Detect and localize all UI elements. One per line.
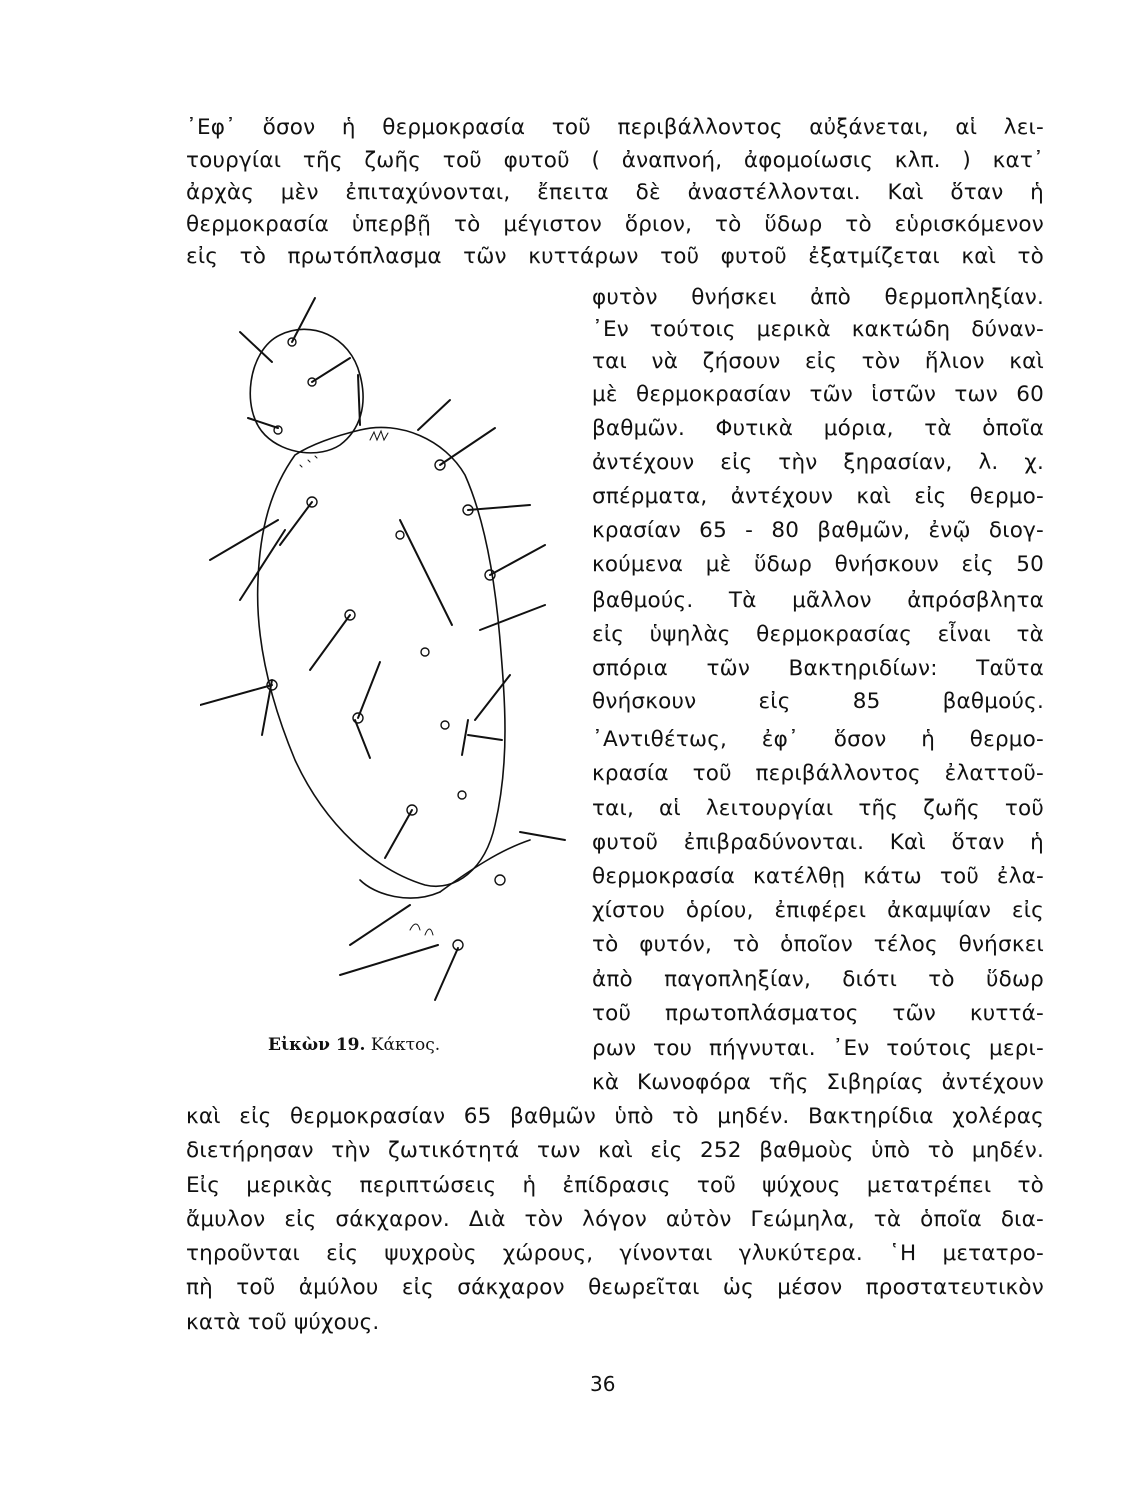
text-line: βαθμούς. Τὰ μᾶλλον ἀπρόσβλητα [592,588,1044,613]
figure-caption [268,1035,440,1055]
text-line: φυτὸν θνήσκει ἀπὸ θερμοπληξίαν. [592,285,1044,310]
text-line: βαθμῶν. Φυτικὰ μόρια, τὰ ὁποῖα [592,416,1044,441]
text-line: ᾿Εν τούτοις μερικὰ κακτώδη δύναν- [592,317,1044,342]
page-number: 36 [590,1372,616,1396]
text-line: κρασία τοῦ περιβάλλοντος ἐλαττοῦ- [592,761,1044,786]
text-line: χίστου ὁρίου, ἐπιφέρει ἀκαμψίαν εἰς [592,898,1044,923]
text-line: τηροῦνται εἰς ψυχροὺς χώρους, γίνονται γλυκύτερα. ῾Η μετατρο- [186,1241,1044,1266]
text-line: ἄμυλον εἰς σάκχαρον. Διὰ τὸν λόγον αὐτὸν Γεώμηλα, τὰ ὁποῖα δια- [186,1207,1044,1232]
text-line: εἰς τὸ πρωτόπλασμα τῶν κυττάρων τοῦ φυτοῦ ἐξατμίζεται καὶ τὸ [186,244,1044,269]
text-line: θερμοκρασία κατέλθῃ κάτω τοῦ ἐλα- [592,864,1044,889]
text-line: τοῦ πρωτοπλάσματος τῶν κυττά- [592,1001,1044,1026]
figure-caption-text: Κάκτος. [370,1035,441,1055]
text-line: Εἰς μερικὰς περιπτώσεις ἡ ἐπίδρασις τοῦ ψύχους μετατρέπει τὸ [186,1173,1044,1198]
text-line: τὸ φυτόν, τὸ ὁποῖον τέλος θνήσκει [592,932,1044,957]
text-line: κούμενα μὲ ὕδωρ θνήσκουν εἰς 50 [592,552,1044,577]
text-line: ρων του πήγνυται. ᾿Εν τούτοις μερι- [592,1036,1044,1061]
text-line: καὶ εἰς θερμοκρασίαν 65 βαθμῶν ὑπὸ τὸ μηδέν. Βακτηρίδια χολέρας [186,1104,1044,1129]
text-line: σπέρματα, ἀντέχουν καὶ εἰς θερμο- [592,484,1044,509]
text-line: μὲ θερμοκρασίαν τῶν ἱστῶν των 60 [592,382,1044,407]
text-line: ἀντέχουν εἰς τὴν ξηρασίαν, λ. χ. [592,450,1044,475]
text-line: κρασίαν 65 - 80 βαθμῶν, ἐνῷ διογ- [592,518,1044,543]
text-line: ται νὰ ζήσουν εἰς τὸν ἥλιον καὶ [592,349,1044,374]
text-line: ἀρχὰς μὲν ἐπιταχύνονται, ἔπειτα δὲ ἀναστέλλονται. Καὶ ὅταν ἡ [186,180,1044,205]
text-line: σπόρια τῶν Βακτηριδίων: Ταῦτα [592,656,1044,681]
text-line: εἰς ὑψηλὰς θερμοκρασίας εἶναι τὰ [592,622,1044,647]
text-line: κατὰ τοῦ ψύχους. [186,1310,380,1335]
text-line: φυτοῦ ἐπιβραδύνονται. Καὶ ὅταν ἡ [592,830,1044,855]
text-line: πὴ τοῦ ἀμύλου εἰς σάκχαρον θεωρεῖται ὡς μέσον προστατευτικὸν [186,1275,1044,1300]
cactus-illustration-icon [200,280,580,1020]
text-line: τουργίαι τῆς ζωῆς τοῦ φυτοῦ ( ἀναπνοή, ἀφομοίωσις κλπ. ) κατ᾿ [186,148,1044,173]
text-line: κὰ Κωνοφόρα τῆς Σιβηρίας ἀντέχουν [592,1070,1044,1095]
text-line: ται, αἱ λειτουργίαι τῆς ζωῆς τοῦ [592,796,1044,821]
text-line: ᾿Εφ᾿ ὅσον ἡ θερμοκρασία τοῦ περιβάλλοντος αὐξάνεται, αἱ λει- [186,115,1044,140]
text-line: θνήσκουν εἰς 85 βαθμούς. [592,689,1044,714]
text-line: θερμοκρασία ὑπερβῇ τὸ μέγιστον ὅριον, τὸ ὕδωρ τὸ εὑρισκόμενον [186,212,1044,237]
text-line: διετήρησαν τὴν ζωτικότητά των καὶ εἰς 252 βαθμοὺς ὑπὸ τὸ μηδέν. [186,1138,1044,1163]
figure-caption-label: Εἰκὼν 19. [268,1035,366,1055]
text-line: ᾿Αντιθέτως, ἐφ᾿ ὅσον ἡ θερμο- [592,727,1044,752]
text-line: ἀπὸ παγοπληξίαν, διότι τὸ ὕδωρ [592,967,1044,992]
